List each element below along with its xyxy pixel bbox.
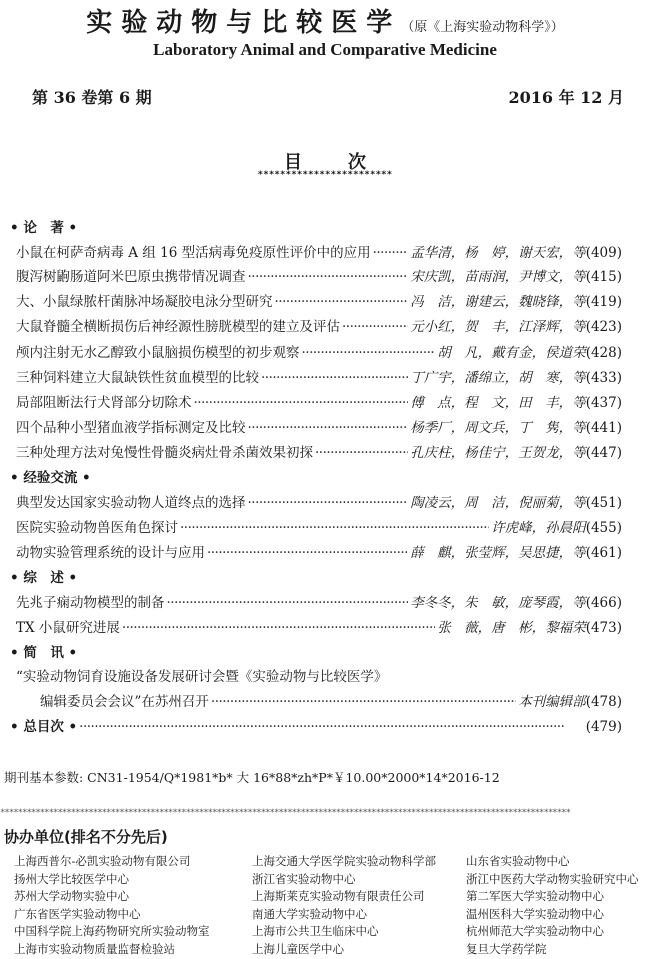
section-label-news: • 简 讯 • xyxy=(10,645,78,661)
journal-former-name: （原《上海实验动物科学》） xyxy=(401,20,564,35)
entry-authors: 傅 点，程 文，田 丰，等 xyxy=(410,395,586,411)
entry-title: 颅内注射无水乙醇致小鼠脑损伤模型的初步观察 xyxy=(16,345,300,361)
entry-authors: 冯 洁，谢建云，魏晓锋，等 xyxy=(410,294,586,310)
entry-page: (461) xyxy=(585,545,622,561)
coop-org: 苏州大学动物实验中心 xyxy=(14,889,129,904)
journal-title-cn xyxy=(0,2,650,39)
entry-authors: 孟华清，杨 婷，谢天宏，等 xyxy=(410,245,586,261)
coop-org: 复旦大学药学院 xyxy=(466,941,547,956)
entry-page: (441) xyxy=(585,420,622,436)
volume-issue: 第 36 卷第 6 期 xyxy=(32,88,152,107)
coop-org: 浙江省实验动物中心 xyxy=(252,871,356,886)
publication-date: 2016 年 12 月 xyxy=(508,88,624,107)
coop-org: 广东省医学实验动物中心 xyxy=(14,906,141,921)
coop-org: 浙江中医药大学动物实验研究中心 xyxy=(466,871,639,886)
section-label-articles: • 论 著 • xyxy=(10,220,78,236)
entry-page: (419) xyxy=(585,294,622,310)
toc-entry[interactable] xyxy=(16,315,622,335)
coop-org: 上海市公共卫生临床中心 xyxy=(252,924,379,939)
section-label-review: • 综 述 • xyxy=(10,570,78,586)
entry-page: (437) xyxy=(585,395,622,411)
entry-page: (455) xyxy=(585,520,622,536)
entry-authors: 李冬冬，朱 敏，庞琴霞，等 xyxy=(410,595,586,611)
coop-column-3 xyxy=(466,853,639,959)
leader-dots xyxy=(167,595,409,611)
toc-entry[interactable] xyxy=(16,541,622,561)
entry-page: (415) xyxy=(585,269,622,285)
entry-title: 小鼠在柯萨奇病毒 A 组 16 型活病毒免疫原性评价中的应用 xyxy=(16,245,371,261)
toc-entry-annual-index[interactable] xyxy=(10,715,622,735)
coop-org: 中国科学院上海药物研究所实验动物室 xyxy=(14,924,210,939)
leader-dots xyxy=(261,370,408,386)
leader-dots xyxy=(211,694,516,710)
coop-org: 温州医科大学实验动物中心 xyxy=(466,906,604,921)
coop-column-2 xyxy=(252,853,436,959)
toc-entry[interactable] xyxy=(16,491,622,511)
coop-org: 扬州大学比较医学中心 xyxy=(14,871,129,886)
journal-title-en: Laboratory Animal and Comparative Medicine xyxy=(153,40,497,59)
coop-column-1 xyxy=(14,853,210,959)
entry-authors: 丁广宇，潘绵立，胡 寒，等 xyxy=(410,370,586,386)
leader-dots xyxy=(194,395,409,411)
journal-title-cn-main: 实验动物与比较医学 xyxy=(86,8,402,38)
toc-entry[interactable] xyxy=(16,516,622,536)
entry-title: 大鼠脊髓全横断损伤后神经源性膀胱模型的建立及评估 xyxy=(16,319,340,335)
news-title-line1: “实验动物饲育设施设备发展研讨会暨《实验动物与比较医学》 xyxy=(16,669,388,685)
toc-entry[interactable] xyxy=(16,416,622,436)
entry-title: 先兆子痫动物模型的制备 xyxy=(16,595,165,611)
entry-title: 编辑委员会会议”在苏州召开 xyxy=(40,694,209,710)
toc-entry[interactable] xyxy=(16,265,622,285)
entry-title: 四个品种小型猪血液学指标测定及比较 xyxy=(16,420,246,436)
coop-org: 上海西普尔-必凯实验动物有限公司 xyxy=(14,854,191,868)
coop-org: 杭州师范大学实验动物中心 xyxy=(466,924,604,939)
entry-title: 典型发达国家实验动物人道终点的选择 xyxy=(16,495,246,511)
leader-dots xyxy=(248,269,409,285)
toc-entry[interactable] xyxy=(16,391,622,411)
coop-org: 第二军医大学实验动物中心 xyxy=(466,889,604,904)
entry-authors: 薛 麒，张莹辉，吴思捷，等 xyxy=(410,545,586,561)
entry-page: (409) xyxy=(585,245,622,261)
coop-title: 协办单位(排名不分先后) xyxy=(4,828,168,846)
leader-dots xyxy=(373,245,409,261)
leader-dots xyxy=(207,545,408,561)
entry-title: 腹泻树鼩肠道阿米巴原虫携带情况调查 xyxy=(16,269,246,285)
toc-entry[interactable] xyxy=(16,366,622,386)
leader-dots xyxy=(315,445,408,461)
entry-title: 动物实验管理系统的设计与应用 xyxy=(16,545,205,561)
coop-org: 上海市实验动物质量监督检验站 xyxy=(14,941,175,956)
entry-title: TX 小鼠研究进展 xyxy=(16,620,120,636)
journal-parameters: 期刊基本参数: CN31-1954/Q*1981*b* 大 16*88*zh*P*￥10.00*2000*14*2016-12 xyxy=(4,770,500,785)
leader-dots xyxy=(248,495,409,511)
entry-page: (466) xyxy=(585,595,622,611)
entry-authors: 许虎峰，孙晨阳 xyxy=(491,520,586,536)
entry-authors: 元小红，贺 丰，江泽辉，等 xyxy=(410,319,586,335)
entry-page: (473) xyxy=(585,620,622,636)
entry-page: (479) xyxy=(585,719,622,735)
toc-heading: 目次 xyxy=(284,152,412,173)
leader-dots xyxy=(302,345,436,361)
entry-page: (478) xyxy=(585,694,622,710)
entry-authors: 陶凌云，周 洁，倪丽菊，等 xyxy=(410,495,586,511)
toc-entry[interactable] xyxy=(16,616,622,636)
coop-org: 上海儿童医学中心 xyxy=(252,941,344,956)
coop-org: 南通大学实验动物中心 xyxy=(252,906,367,921)
entry-title: 三种处理方法对兔慢性骨髓炎病灶骨杀菌效果初探 xyxy=(16,445,313,461)
entry-authors: 张 薇，唐 彬，黎福荣 xyxy=(437,620,586,636)
toc-stars: ************************ xyxy=(257,170,393,180)
coop-org: 山东省实验动物中心 xyxy=(466,854,570,868)
entry-authors: 胡 凡，戴有金，侯道荣 xyxy=(437,345,586,361)
leader-dots xyxy=(342,319,408,335)
entry-page: (433) xyxy=(585,370,622,386)
entry-authors: 宋庆凯，苗雨润，尹博文，等 xyxy=(410,269,586,285)
entry-page: (428) xyxy=(585,345,622,361)
leader-dots xyxy=(79,719,584,735)
section-label-experience: • 经验交流 • xyxy=(10,470,91,486)
entry-title: 三种饲料建立大鼠缺铁性贫血模型的比较 xyxy=(16,370,259,386)
entry-title: 大、小鼠绿脓杆菌脉冲场凝胶电泳分型研究 xyxy=(16,294,273,310)
section-label-annual-index: • 总目次 • xyxy=(10,719,78,735)
entry-page: (423) xyxy=(585,319,622,335)
toc-entry[interactable] xyxy=(16,441,622,461)
coop-org: 上海交通大学医学院实验动物科学部 xyxy=(252,854,436,868)
leader-dots xyxy=(180,520,489,536)
toc-entry[interactable] xyxy=(16,341,622,361)
toc-entry[interactable] xyxy=(16,591,622,611)
entry-authors: 杨季厂，周文兵，丁 隽，等 xyxy=(410,420,586,436)
entry-authors: 孔庆柱，杨佳宁，王贺龙，等 xyxy=(410,445,586,461)
toc-entry[interactable] xyxy=(40,690,622,710)
toc-entry[interactable] xyxy=(16,241,622,261)
coop-org: 上海斯莱克实验动物有限责任公司 xyxy=(252,889,425,904)
leader-dots xyxy=(275,294,409,310)
entry-page: (447) xyxy=(585,445,622,461)
leader-dots xyxy=(122,620,435,636)
entry-title: 医院实验动物兽医角色探讨 xyxy=(16,520,178,536)
star-divider xyxy=(0,808,650,818)
toc-entry[interactable] xyxy=(16,290,622,310)
entry-authors: 本刊编辑部 xyxy=(518,694,586,710)
leader-dots xyxy=(248,420,409,436)
entry-page: (451) xyxy=(585,495,622,511)
entry-title: 局部阻断法行犬肾部分切除术 xyxy=(16,395,192,411)
